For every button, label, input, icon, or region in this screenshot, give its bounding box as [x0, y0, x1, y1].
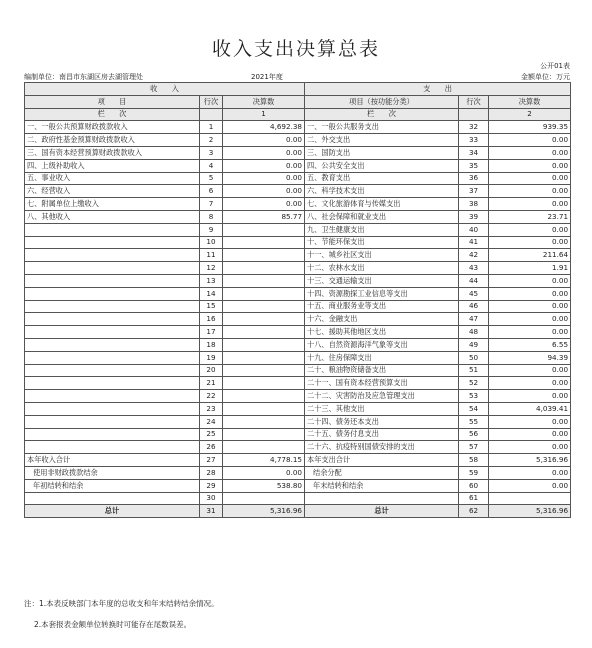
income-item: [25, 338, 200, 351]
income-item: [25, 402, 200, 415]
table-row: [25, 492, 571, 505]
expense-item: 二十五、债务付息支出: [305, 428, 459, 441]
expense-amount: 0.00: [489, 466, 571, 479]
income-item: [25, 351, 200, 364]
income-row-number: 15: [200, 300, 223, 313]
income-amount: 4,778.15: [223, 454, 305, 467]
income-amount: [223, 338, 305, 351]
income-row-header: 行次: [200, 95, 223, 108]
income-item: 使用非财政拨款结余: [25, 466, 200, 479]
income-item: 一、一般公共预算财政拨款收入: [25, 121, 200, 134]
note-1: 注：1.本表反映部门本年度的总收支和年末结转结余情况。: [24, 599, 219, 608]
expense-amount: 0.00: [489, 313, 571, 326]
expense-amount: 0.00: [489, 428, 571, 441]
income-amount: [223, 441, 305, 454]
income-amount: [223, 223, 305, 236]
expense-row-number: 61: [459, 492, 489, 505]
report-title: 收入支出决算总表: [211, 38, 380, 60]
income-item: [25, 274, 200, 287]
table-row: [25, 210, 571, 223]
income-row-number: 7: [200, 198, 223, 211]
income-amount: [223, 377, 305, 390]
income-item: 七、附属单位上缴收入: [25, 198, 200, 211]
expense-amount: 0.00: [489, 300, 571, 313]
income-amount: [223, 364, 305, 377]
income-row-number: 18: [200, 338, 223, 351]
expense-item: [305, 492, 459, 505]
table-row: [25, 326, 571, 339]
expense-amount: 0.00: [489, 185, 571, 198]
expense-item: 二十二、灾害防治及应急管理支出: [305, 390, 459, 403]
table-row: [25, 223, 571, 236]
expense-row-number: 35: [459, 159, 489, 172]
income-amount: [223, 402, 305, 415]
income-item: [25, 223, 200, 236]
expense-row-number: 37: [459, 185, 489, 198]
income-row-number: 1: [200, 121, 223, 134]
expense-item: 一、一般公共服务支出: [305, 121, 459, 134]
form-number: 公开01表: [540, 62, 570, 70]
income-amount: [223, 262, 305, 275]
expense-row-number: 33: [459, 134, 489, 147]
income-row-number: 13: [200, 274, 223, 287]
income-row-number: 27: [200, 454, 223, 467]
expense-item: 二十四、债务还本支出: [305, 415, 459, 428]
table-row: [25, 351, 571, 364]
income-item: [25, 428, 200, 441]
expense-row-number: 57: [459, 441, 489, 454]
expense-amount: 0.00: [489, 326, 571, 339]
expense-row-number: 59: [459, 466, 489, 479]
income-row-number: 23: [200, 402, 223, 415]
income-column-label: 栏 次: [25, 108, 200, 121]
income-amount: [223, 287, 305, 300]
table-row: [25, 198, 571, 211]
expense-row-header: 行次: [459, 95, 489, 108]
expense-item: 二十、粮油物资储备支出: [305, 364, 459, 377]
income-row-number: 19: [200, 351, 223, 364]
income-total-amount: 5,316.96: [223, 505, 305, 518]
income-row-number: 4: [200, 159, 223, 172]
expense-amount-header: 决算数: [489, 95, 571, 108]
income-amount: [223, 236, 305, 249]
income-row-number: 14: [200, 287, 223, 300]
expense-item-header: 项目（按功能分类）: [305, 95, 459, 108]
table-row: [25, 274, 571, 287]
income-total-row-number: 31: [200, 505, 223, 518]
expense-amount: 0.00: [489, 364, 571, 377]
income-amount: 0.00: [223, 159, 305, 172]
expense-row-number: 60: [459, 479, 489, 492]
expense-amount: 0.00: [489, 415, 571, 428]
table-row: [25, 134, 571, 147]
table-row: [25, 428, 571, 441]
income-row-number: 29: [200, 479, 223, 492]
income-row-number: 26: [200, 441, 223, 454]
expense-row-number: 44: [459, 274, 489, 287]
header-columns-row: [25, 95, 571, 108]
income-row-number: 5: [200, 172, 223, 185]
expense-item: 二十六、抗疫特别国债安排的支出: [305, 441, 459, 454]
expense-amount: 0.00: [489, 134, 571, 147]
table-row: [25, 185, 571, 198]
income-item: [25, 313, 200, 326]
header-section-row: [25, 83, 571, 96]
expense-row-number: 43: [459, 262, 489, 275]
income-amount: 538.80: [223, 479, 305, 492]
expense-row-number: 51: [459, 364, 489, 377]
income-item: [25, 441, 200, 454]
expense-amount: 94.39: [489, 351, 571, 364]
expense-row-number: 34: [459, 146, 489, 159]
expense-item: 本年支出合计: [305, 454, 459, 467]
income-row-number: 11: [200, 249, 223, 262]
expense-item: 八、社会保障和就业支出: [305, 210, 459, 223]
income-amount: [223, 313, 305, 326]
note-2: 2.本套报表金额单位转换时可能存在尾数误差。: [34, 620, 192, 629]
total-row: [25, 505, 571, 518]
income-row-number: 2: [200, 134, 223, 147]
income-item: [25, 390, 200, 403]
income-row-number: 28: [200, 466, 223, 479]
table-row: [25, 159, 571, 172]
expense-row-number: 58: [459, 454, 489, 467]
expense-amount: 5,316.96: [489, 454, 571, 467]
income-row-number: 9: [200, 223, 223, 236]
table-row: [25, 146, 571, 159]
income-amount: [223, 415, 305, 428]
expense-row-number: 56: [459, 428, 489, 441]
expense-item: 二十三、其他支出: [305, 402, 459, 415]
income-item: [25, 249, 200, 262]
table-row: [25, 249, 571, 262]
income-amount: 0.00: [223, 466, 305, 479]
expense-row-number: 39: [459, 210, 489, 223]
header-column-number-row: [25, 108, 571, 121]
expense-item: 二、外交支出: [305, 134, 459, 147]
table-row: [25, 313, 571, 326]
expense-item: 十二、农林水支出: [305, 262, 459, 275]
table-row: [25, 287, 571, 300]
table-row: [25, 466, 571, 479]
income-row-number: 10: [200, 236, 223, 249]
expense-amount: 0.00: [489, 377, 571, 390]
expense-amount: 4,039.41: [489, 402, 571, 415]
income-column-number: 1: [223, 108, 305, 121]
expense-amount: 211.64: [489, 249, 571, 262]
expense-item: 四、公共安全支出: [305, 159, 459, 172]
expense-amount: 0.00: [489, 172, 571, 185]
expense-amount: 0.00: [489, 287, 571, 300]
expense-row-number: 47: [459, 313, 489, 326]
expense-item: 十七、援助其他地区支出: [305, 326, 459, 339]
income-item: 八、其他收入: [25, 210, 200, 223]
income-amount: 0.00: [223, 172, 305, 185]
expense-amount: 1.91: [489, 262, 571, 275]
income-item: 二、政府性基金预算财政拨款收入: [25, 134, 200, 147]
expense-item: 十四、资源勘探工业信息等支出: [305, 287, 459, 300]
income-item: [25, 492, 200, 505]
expense-total-label: 总计: [305, 505, 459, 518]
income-row-number: 22: [200, 390, 223, 403]
expense-item: 七、文化旅游体育与传媒支出: [305, 198, 459, 211]
income-row-number: 20: [200, 364, 223, 377]
income-amount: 0.00: [223, 134, 305, 147]
income-total-label: 总计: [25, 505, 200, 518]
expense-amount: 939.35: [489, 121, 571, 134]
income-item-header: 项 目: [25, 95, 200, 108]
expense-row-number: 32: [459, 121, 489, 134]
table-row: [25, 364, 571, 377]
expense-item: 六、科学技术支出: [305, 185, 459, 198]
income-row-number: 30: [200, 492, 223, 505]
income-item: [25, 300, 200, 313]
table-row: [25, 338, 571, 351]
table-row: [25, 402, 571, 415]
income-row-number: 6: [200, 185, 223, 198]
expense-item: 三、国防支出: [305, 146, 459, 159]
expense-header: 支 出: [305, 83, 571, 96]
expense-amount: 0.00: [489, 223, 571, 236]
expense-item: 年末结转和结余: [305, 479, 459, 492]
expense-row-number: 52: [459, 377, 489, 390]
income-item: 本年收入合计: [25, 454, 200, 467]
expense-row-number: 36: [459, 172, 489, 185]
expense-item: 结余分配: [305, 466, 459, 479]
income-item: [25, 236, 200, 249]
income-row-number: 12: [200, 262, 223, 275]
income-row-number: 25: [200, 428, 223, 441]
income-amount: [223, 390, 305, 403]
income-row-number: 24: [200, 415, 223, 428]
income-item: 四、上级补助收入: [25, 159, 200, 172]
income-row-number: 17: [200, 326, 223, 339]
expense-amount: 23.71: [489, 210, 571, 223]
expense-amount: 0.00: [489, 198, 571, 211]
income-item: 年初结转和结余: [25, 479, 200, 492]
income-header: 收 入: [25, 83, 305, 96]
expense-row-number: 48: [459, 326, 489, 339]
expense-item: 十六、金融支出: [305, 313, 459, 326]
expense-item: 五、教育支出: [305, 172, 459, 185]
org-label: 编制单位：南昌市东湖区房去湖管理处: [24, 73, 143, 81]
table-row: [25, 479, 571, 492]
table-row: [25, 454, 571, 467]
income-amount: 0.00: [223, 185, 305, 198]
expense-amount: 0.00: [489, 441, 571, 454]
income-row-number: 21: [200, 377, 223, 390]
expense-amount: 0.00: [489, 236, 571, 249]
expense-amount: 0.00: [489, 146, 571, 159]
expense-row-number: 53: [459, 390, 489, 403]
income-amount: [223, 428, 305, 441]
table-row: [25, 377, 571, 390]
income-amount: [223, 300, 305, 313]
expense-total-row-number: 62: [459, 505, 489, 518]
income-item: [25, 377, 200, 390]
table-row: [25, 441, 571, 454]
income-amount: [223, 274, 305, 287]
expense-row-number: 38: [459, 198, 489, 211]
income-amount: [223, 351, 305, 364]
expense-item: 二十一、国有资本经营预算支出: [305, 377, 459, 390]
income-item: [25, 415, 200, 428]
expense-amount: 0.00: [489, 274, 571, 287]
expense-amount: 0.00: [489, 479, 571, 492]
expense-amount: 6.55: [489, 338, 571, 351]
income-amount: [223, 492, 305, 505]
report-meta: [24, 72, 570, 82]
expense-item: 九、卫生健康支出: [305, 223, 459, 236]
expense-row-number: 50: [459, 351, 489, 364]
expense-amount: 0.00: [489, 159, 571, 172]
income-row-number: 16: [200, 313, 223, 326]
expense-amount: [489, 492, 571, 505]
expense-item: 十、节能环保支出: [305, 236, 459, 249]
expense-item: 十五、商业服务业等支出: [305, 300, 459, 313]
table-row: [25, 172, 571, 185]
income-item: [25, 364, 200, 377]
income-amount: 85.77: [223, 210, 305, 223]
income-row-number: 3: [200, 146, 223, 159]
income-amount: 0.00: [223, 146, 305, 159]
expense-row-number: 41: [459, 236, 489, 249]
expense-amount: 0.00: [489, 390, 571, 403]
expense-item: 十一、城乡社区支出: [305, 249, 459, 262]
income-row-number: 8: [200, 210, 223, 223]
expense-row-number: 55: [459, 415, 489, 428]
expense-row-number: 45: [459, 287, 489, 300]
amount-unit: 金额单位：万元: [521, 73, 570, 81]
expense-column-label: 栏 次: [305, 108, 459, 121]
expense-item: 十八、自然资源海洋气象等支出: [305, 338, 459, 351]
expense-column-number: 2: [489, 108, 571, 121]
income-item: 三、国有资本经营预算财政拨款收入: [25, 146, 200, 159]
summary-table: [24, 82, 571, 518]
income-item: 六、经营收入: [25, 185, 200, 198]
expense-row-number: 40: [459, 223, 489, 236]
table-row: [25, 236, 571, 249]
income-amount: 4,692.38: [223, 121, 305, 134]
expense-row-number: 49: [459, 338, 489, 351]
table-row: [25, 415, 571, 428]
income-item: [25, 326, 200, 339]
income-amount: [223, 249, 305, 262]
table-row: [25, 121, 571, 134]
income-amount: [223, 326, 305, 339]
expense-row-number: 54: [459, 402, 489, 415]
income-item: 五、事业收入: [25, 172, 200, 185]
income-amount-header: 决算数: [223, 95, 305, 108]
table-row: [25, 300, 571, 313]
expense-item: 十九、住房保障支出: [305, 351, 459, 364]
expense-row-number: 42: [459, 249, 489, 262]
fiscal-year: 2021年度: [251, 73, 283, 81]
income-item: [25, 262, 200, 275]
expense-item: 十三、交通运输支出: [305, 274, 459, 287]
expense-row-number: 46: [459, 300, 489, 313]
income-item: [25, 287, 200, 300]
income-amount: 0.00: [223, 198, 305, 211]
table-row: [25, 390, 571, 403]
expense-total-amount: 5,316.96: [489, 505, 571, 518]
table-row: [25, 262, 571, 275]
